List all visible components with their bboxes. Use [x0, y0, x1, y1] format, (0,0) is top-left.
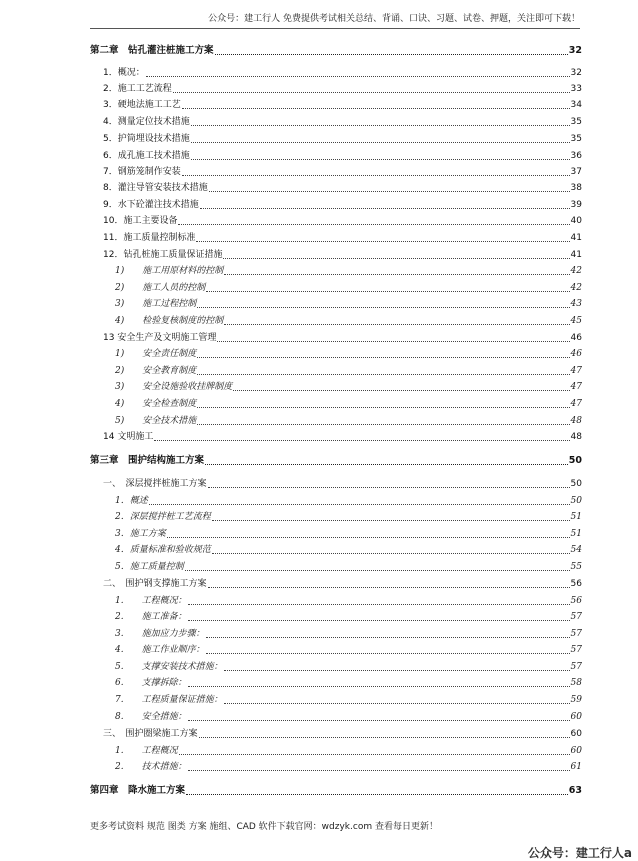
- page-footer: 更多考试资料 规范 图类 方案 施组、CAD 软件下载官网：wdzyk.com 查看每日更新！: [90, 822, 438, 832]
- toc-entry-page: 51: [570, 512, 582, 522]
- toc-leader-dots: [188, 620, 570, 621]
- toc-entry-label: 1) 安全责任制度: [115, 349, 197, 359]
- toc-leader-dots: [179, 754, 570, 755]
- toc-entry-page: 42: [570, 283, 582, 293]
- toc-leader-dots: [208, 487, 570, 488]
- toc-entry-page: 50: [570, 496, 582, 506]
- toc-leader-dots: [224, 324, 569, 325]
- toc-leader-dots: [191, 125, 570, 126]
- toc-leader-dots: [182, 108, 570, 109]
- toc-section-entry[interactable]: [103, 577, 582, 591]
- toc-chapter-entry[interactable]: [90, 44, 582, 58]
- toc-leader-dots: [212, 553, 570, 554]
- toc-subsection-entry[interactable]: [115, 494, 582, 508]
- toc-entry-label: 8. 安全措施：: [115, 712, 187, 722]
- toc-subsection-entry[interactable]: [115, 543, 582, 557]
- toc-entry-page: 57: [570, 645, 582, 655]
- toc-entry-label: 6．成孔施工技术措施: [103, 151, 190, 161]
- toc-entry-label: 2．深层搅拌桩工艺流程: [115, 512, 211, 522]
- toc-entry-page: 45: [570, 316, 582, 326]
- toc-leader-dots: [200, 208, 570, 209]
- toc-entry-label: 3．施工方案: [115, 529, 166, 539]
- toc-entry-page: 43: [570, 299, 582, 309]
- toc-subsection-entry[interactable]: [115, 594, 582, 608]
- toc-section-entry[interactable]: [103, 214, 582, 228]
- toc-entry-page: 63: [568, 785, 582, 796]
- toc-entry-label: 二、 围护钢支撑施工方案: [103, 579, 207, 589]
- toc-entry-label: 6. 支撑拆除：: [115, 678, 187, 688]
- toc-leader-dots: [149, 504, 570, 505]
- toc-entry-label: 5) 安全技术措施: [115, 416, 197, 426]
- toc-entry-label: 2．施工工艺流程: [103, 84, 172, 94]
- toc-entry-label: 4. 施工作业顺序：: [115, 645, 205, 655]
- toc-entry-page: 61: [570, 762, 582, 772]
- toc-entry-label: 一、 深层搅拌桩施工方案: [103, 479, 207, 489]
- toc-leader-dots: [188, 720, 570, 721]
- toc-entry-page: 36: [570, 151, 582, 161]
- toc-subsection-entry[interactable]: [115, 560, 582, 574]
- toc-entry-label: 4) 安全检查制度: [115, 399, 197, 409]
- toc-subsection-entry[interactable]: [115, 264, 582, 278]
- toc-subsection-entry[interactable]: [115, 527, 582, 541]
- toc-leader-dots: [215, 54, 568, 55]
- toc-subsection-entry[interactable]: [115, 760, 582, 774]
- toc-entry-label: 3) 施工过程控制: [115, 299, 197, 309]
- toc-entry-page: 32: [568, 45, 582, 56]
- toc-leader-dots: [182, 175, 570, 176]
- toc-leader-dots: [212, 520, 570, 521]
- toc-entry-page: 34: [570, 100, 582, 110]
- toc-chapter-entry[interactable]: [90, 784, 582, 798]
- toc-leader-dots: [186, 794, 568, 795]
- toc-entry-label: 5. 支撑安装技术措施：: [115, 662, 223, 672]
- toc-section-entry[interactable]: [103, 430, 582, 444]
- toc-entry-label: 1. 工程概况: [115, 746, 178, 756]
- toc-leader-dots: [197, 407, 569, 408]
- toc-entry-label: 2. 技术措施：: [115, 762, 187, 772]
- toc-subsection-entry[interactable]: [115, 660, 582, 674]
- toc-leader-dots: [197, 307, 569, 308]
- toc-leader-dots: [224, 703, 570, 704]
- toc-entry-label: 14 文明施工: [103, 432, 154, 442]
- watermark: 公众号：建工行人a: [527, 846, 632, 860]
- toc-subsection-entry[interactable]: [115, 364, 582, 378]
- toc-entry-page: 47: [570, 399, 582, 409]
- toc-entry-label: 1) 施工用原材料的控制: [115, 266, 224, 276]
- toc-entry-page: 60: [570, 729, 582, 739]
- toc-leader-dots: [146, 76, 570, 77]
- toc-subsection-entry[interactable]: [115, 676, 582, 690]
- toc-entry-page: 51: [570, 529, 582, 539]
- toc-entry-page: 40: [570, 216, 582, 226]
- toc-section-entry[interactable]: [103, 115, 582, 129]
- toc-entry-label: 第四章 降水施工方案: [90, 785, 186, 796]
- toc-entry-page: 35: [570, 117, 582, 127]
- toc-entry-page: 58: [570, 678, 582, 688]
- toc-subsection-entry[interactable]: [115, 297, 582, 311]
- toc-leader-dots: [191, 142, 570, 143]
- toc-entry-page: 56: [570, 579, 582, 589]
- toc-entry-label: 11．施工质量控制标准: [103, 233, 196, 243]
- toc-leader-dots: [185, 570, 570, 571]
- toc-entry-label: 13 安全生产及文明施工管理: [103, 333, 217, 343]
- toc-entry-page: 47: [570, 366, 582, 376]
- toc-entry-label: 2) 施工人员的控制: [115, 283, 206, 293]
- toc-entry-page: 57: [570, 662, 582, 672]
- toc-leader-dots: [188, 604, 570, 605]
- page-header: 公众号：建工行人 免费提供考试相关总结、背诵、口诀、习题、试卷、押题，关注即可下载！: [90, 12, 580, 29]
- toc-entry-page: 42: [570, 266, 582, 276]
- toc-entry-page: 35: [570, 134, 582, 144]
- toc-entry-page: 48: [570, 416, 582, 426]
- toc-leader-dots: [206, 291, 569, 292]
- toc-leader-dots: [167, 537, 570, 538]
- toc-subsection-entry[interactable]: [115, 314, 582, 328]
- toc-entry-page: 41: [570, 233, 582, 243]
- toc-subsection-entry[interactable]: [115, 414, 582, 428]
- toc-entry-page: 46: [570, 349, 582, 359]
- toc-entry-label: 8．灌注导管安装技术措施: [103, 183, 208, 193]
- toc-leader-dots: [188, 686, 570, 687]
- toc-entry-page: 56: [570, 596, 582, 606]
- toc-leader-dots: [173, 92, 570, 93]
- toc-leader-dots: [209, 191, 570, 192]
- toc-section-entry[interactable]: [103, 231, 582, 245]
- toc-leader-dots: [188, 770, 570, 771]
- toc-entry-page: 47: [570, 382, 582, 392]
- toc-leader-dots: [154, 440, 569, 441]
- toc-section-entry[interactable]: [103, 165, 582, 179]
- toc-section-entry[interactable]: [103, 82, 582, 96]
- toc-subsection-entry[interactable]: [115, 281, 582, 295]
- toc-subsection-entry[interactable]: [115, 627, 582, 641]
- toc-entry-page: 37: [570, 167, 582, 177]
- toc-section-entry[interactable]: [103, 149, 582, 163]
- toc-leader-dots: [206, 637, 570, 638]
- toc-leader-dots: [197, 424, 569, 425]
- toc-subsection-entry[interactable]: [115, 710, 582, 724]
- toc-leader-dots: [208, 587, 570, 588]
- toc-leader-dots: [223, 258, 569, 259]
- toc-subsection-entry[interactable]: [115, 693, 582, 707]
- toc-entry-label: 9．水下砼灌注技术措施: [103, 200, 199, 210]
- toc-entry-page: 54: [570, 545, 582, 555]
- toc-section-entry[interactable]: [103, 66, 582, 80]
- toc-leader-dots: [197, 357, 569, 358]
- toc-entry-label: 2) 安全教育制度: [115, 366, 197, 376]
- toc-leader-dots: [224, 274, 569, 275]
- toc-subsection-entry[interactable]: [115, 610, 582, 624]
- toc-section-entry[interactable]: [103, 181, 582, 195]
- toc-entry-label: 3．硬地法施工工艺: [103, 100, 181, 110]
- toc-entry-page: 32: [570, 68, 582, 78]
- toc-leader-dots: [233, 390, 569, 391]
- toc-entry-label: 7. 工程质量保证措施：: [115, 695, 223, 705]
- toc-entry-label: 12．钻孔桩施工质量保证措施: [103, 250, 223, 260]
- toc-leader-dots: [224, 670, 570, 671]
- toc-entry-page: 60: [570, 712, 582, 722]
- toc-entry-label: 10．施工主要设备: [103, 216, 178, 226]
- toc-section-entry[interactable]: [103, 132, 582, 146]
- toc-entry-label: 第二章 钻孔灌注桩施工方案: [90, 45, 214, 56]
- toc-entry-label: 7．钢筋笼制作安装: [103, 167, 181, 177]
- toc-entry-label: 3) 安全设施验收挂牌制度: [115, 382, 233, 392]
- toc-subsection-entry[interactable]: [115, 744, 582, 758]
- toc-entry-page: 39: [570, 200, 582, 210]
- toc-entry-label: 1．概况：: [103, 68, 145, 78]
- toc-entry-page: 57: [570, 629, 582, 639]
- toc-entry-page: 60: [570, 746, 582, 756]
- toc-section-entry[interactable]: [103, 477, 582, 491]
- toc-entry-label: 4) 检验复核制度的控制: [115, 316, 224, 326]
- toc-entry-label: 5．护筒埋设技术措施: [103, 134, 190, 144]
- toc-entry-label: 三、 围护圈梁施工方案: [103, 729, 198, 739]
- toc-section-entry[interactable]: [103, 248, 582, 262]
- toc-section-entry[interactable]: [103, 98, 582, 112]
- toc-subsection-entry[interactable]: [115, 397, 582, 411]
- toc-entry-page: 50: [568, 455, 582, 466]
- toc-section-entry[interactable]: [103, 331, 582, 345]
- toc-entry-label: 4．质量标准和验收规范: [115, 545, 211, 555]
- toc-entry-page: 38: [570, 183, 582, 193]
- toc-entry-page: 50: [570, 479, 582, 489]
- toc-leader-dots: [206, 653, 570, 654]
- toc-section-entry[interactable]: [103, 727, 582, 741]
- toc-entry-label: 4．测量定位技术措施: [103, 117, 190, 127]
- toc-subsection-entry[interactable]: [115, 380, 582, 394]
- toc-subsection-entry[interactable]: [115, 643, 582, 657]
- toc-entry-page: 33: [570, 84, 582, 94]
- toc-entry-label: 第三章 围护结构施工方案: [90, 455, 205, 466]
- toc-leader-dots: [199, 737, 570, 738]
- toc-entry-label: 1. 工程概况：: [115, 596, 187, 606]
- toc-section-entry[interactable]: [103, 198, 582, 212]
- toc-leader-dots: [178, 224, 569, 225]
- toc-subsection-entry[interactable]: [115, 347, 582, 361]
- toc-entry-page: 48: [570, 432, 582, 442]
- toc-leader-dots: [217, 341, 569, 342]
- toc-entry-label: 1．概述: [115, 496, 148, 506]
- toc-entry-label: 5．施工质量控制: [115, 562, 184, 572]
- toc-leader-dots: [196, 241, 569, 242]
- toc-leader-dots: [191, 159, 570, 160]
- toc-chapter-entry[interactable]: [90, 454, 582, 468]
- toc-entry-page: 46: [570, 333, 582, 343]
- toc-subsection-entry[interactable]: [115, 510, 582, 524]
- toc-entry-label: 2. 施工准备：: [115, 612, 187, 622]
- toc-entry-page: 59: [570, 695, 582, 705]
- toc-entry-page: 57: [570, 612, 582, 622]
- toc-entry-label: 3. 施加应力步骤：: [115, 629, 205, 639]
- toc-entry-page: 41: [570, 250, 582, 260]
- toc-leader-dots: [197, 374, 569, 375]
- toc-leader-dots: [205, 464, 568, 465]
- toc-entry-page: 55: [570, 562, 582, 572]
